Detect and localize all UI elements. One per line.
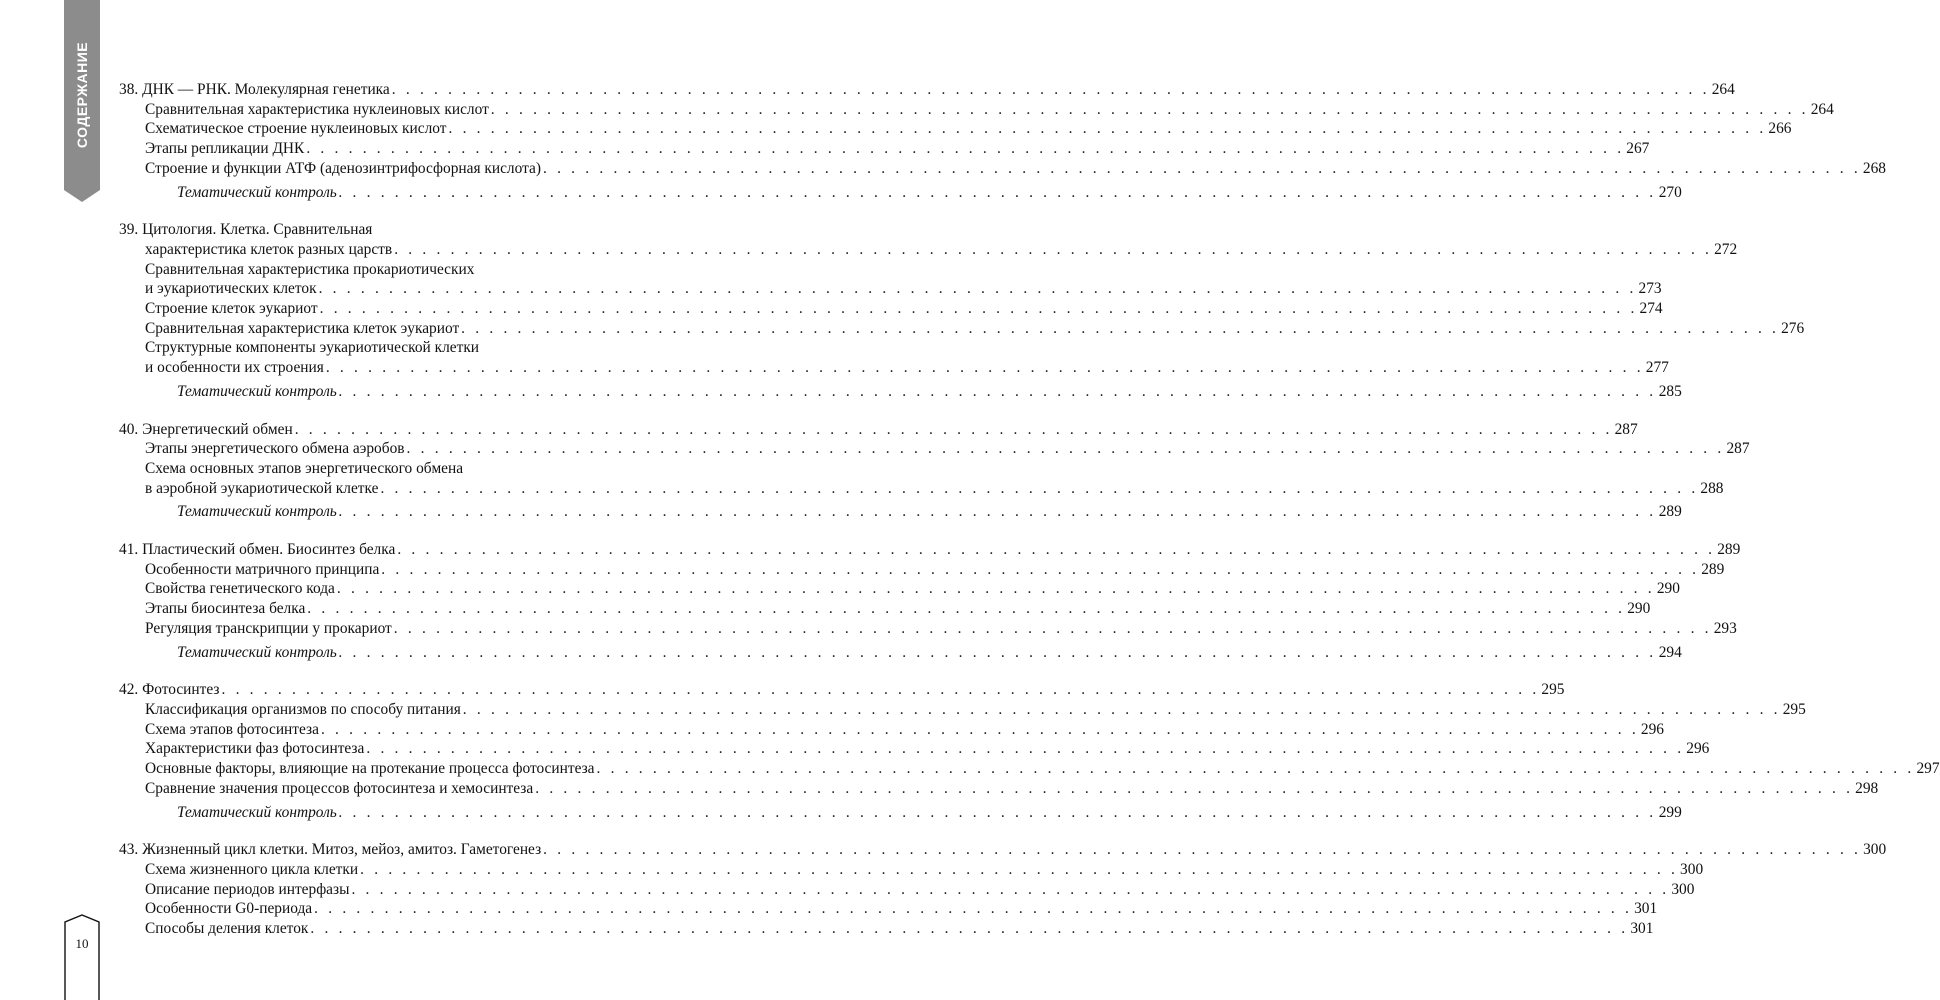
section-heading-page: 272 [1714, 240, 1738, 258]
section-heading-text: характеристика клеток разных царств [145, 240, 393, 258]
toc-control-page: 299 [1658, 803, 1682, 821]
dot-leader: . . . . . . . . . . . . . . . . . . . . . . . . . . . . . . . . . . . . . . . . . . . . . . . . . . . . . . . . . . . . . . . . . . . . . . . . . . . . . . . . . . . . . . . . . . . . . . [448, 120, 1767, 138]
section-heading-text: 38. ДНК — РНК. Молекулярная генетика [119, 81, 390, 98]
toc-control-text: Тематический контроль [177, 643, 337, 661]
toc-item[interactable] [119, 100, 1834, 120]
dot-leader: . . . . . . . . . . . . . . . . . . . . . . . . . . . . . . . . . . . . . . . . . . . . . . . . . . . . . . . . . . . . . . . . . . . . . . . . . . . . . . . . . . . . . . . . . . . . . . [397, 541, 1716, 559]
toc-item-page: 264 [1810, 100, 1834, 118]
dot-leader: . . . . . . . . . . . . . . . . . . . . . . . . . . . . . . . . . . . . . . . . . . . . . . . . . . . . . . . . . . . . . . . . . . . . . . . . . . . . . . . . . . . . . . . . . . . . . . [393, 619, 1712, 637]
toc-control-text: Тематический контроль [177, 803, 337, 821]
toc-item[interactable] [119, 479, 1724, 499]
toc-item-page: 287 [1726, 440, 1750, 458]
toc-control[interactable] [119, 183, 1682, 203]
toc-control-text: Тематический контроль [177, 183, 337, 201]
toc-section [119, 420, 1750, 523]
dot-leader: . . . . . . . . . . . . . . . . . . . . . . . . . . . . . . . . . . . . . . . . . . . . . . . . . . . . . . . . . . . . . . . . . . . . . . . . . . . . . . . . . . . . . . . . . . . . . . [542, 159, 1861, 177]
toc-item-page: 300 [1680, 860, 1704, 878]
toc-control-page: 270 [1658, 183, 1682, 201]
toc-item[interactable] [119, 560, 1725, 580]
toc-item-page: 298 [1855, 779, 1879, 797]
dot-leader: . . . . . . . . . . . . . . . . . . . . . . . . . . . . . . . . . . . . . . . . . . . . . . . . . . . . . . . . . . . . . . . . . . . . . . . . . . . . . . . . . . . . . . . . . . . . . . [314, 900, 1633, 918]
toc-item[interactable] [119, 759, 1940, 779]
toc-item-page: 288 [1700, 479, 1724, 497]
dot-leader: . . . . . . . . . . . . . . . . . . . . . . . . . . . . . . . . . . . . . . . . . . . . . . . . . . . . . . . . . . . . . . . . . . . . . . . . . . . . . . . . . . . . . . . . . . . . . . [543, 841, 1862, 859]
toc-item[interactable] [119, 919, 1654, 939]
dot-leader: . . . . . . . . . . . . . . . . . . . . . . . . . . . . . . . . . . . . . . . . . . . . . . . . . . . . . . . . . . . . . . . . . . . . . . . . . . . . . . . . . . . . . . . . . . . . . . [310, 920, 1629, 938]
section-heading-page: 295 [1541, 681, 1565, 699]
section-heading-text: 42. Фотосинтез [119, 681, 220, 699]
toc-control[interactable] [119, 803, 1682, 823]
toc-item[interactable] [119, 119, 1792, 139]
toc-section [119, 540, 1741, 662]
toc-item-page: 266 [1768, 120, 1792, 138]
section-heading-page: 264 [1711, 81, 1735, 98]
toc-item-page: 297 [1916, 760, 1940, 778]
toc-item[interactable] [119, 599, 1651, 619]
toc-item-line: Сравнительная характеристика прокариотических [145, 260, 475, 278]
toc-item-text: Характеристики фаз фотосинтеза [145, 740, 365, 758]
toc-item-text: в аэробной эукариотической клетке [145, 479, 379, 497]
toc-item[interactable] [119, 319, 1805, 339]
toc-item-text: Строение клеток эукариот [145, 300, 318, 318]
dot-leader: . . . . . . . . . . . . . . . . . . . . . . . . . . . . . . . . . . . . . . . . . . . . . . . . . . . . . . . . . . . . . . . . . . . . . . . . . . . . . . . . . . . . . . . . . . . . . . [394, 240, 1713, 258]
section-heading-text: 40. Энергетический обмен [119, 420, 293, 438]
toc-item-page: 277 [1645, 359, 1669, 377]
dot-leader: . . . . . . . . . . . . . . . . . . . . . . . . . . . . . . . . . . . . . . . . . . . . . . . . . . . . . . . . . . . . . . . . . . . . . . . . . . . . . . . . . . . . . . . . . . . . . . [366, 740, 1685, 758]
toc-item-page: 274 [1639, 300, 1663, 318]
toc-item-page: 273 [1638, 280, 1662, 298]
toc-item-page: 296 [1640, 720, 1664, 738]
dot-leader: . . . . . . . . . . . . . . . . . . . . . . . . . . . . . . . . . . . . . . . . . . . . . . . . . . . . . . . . . . . . . . . . . . . . . . . . . . . . . . . . . . . . . . . . . . . . . . [221, 681, 1540, 699]
toc-item-page: 276 [1781, 319, 1805, 337]
dot-leader: . . . . . . . . . . . . . . . . . . . . . . . . . . . . . . . . . . . . . . . . . . . . . . . . . . . . . . . . . . . . . . . . . . . . . . . . . . . . . . . . . . . . . . . . . . . . . . [338, 382, 1657, 400]
dot-leader: . . . . . . . . . . . . . . . . . . . . . . . . . . . . . . . . . . . . . . . . . . . . . . . . . . . . . . . . . . . . . . . . . . . . . . . . . . . . . . . . . . . . . . . . . . . . . . [306, 140, 1625, 158]
toc-item-page: 293 [1713, 619, 1737, 637]
toc-item-text: Основные факторы, влияющие на протекание процесса фотосинтеза [145, 760, 595, 778]
toc-item[interactable] [119, 619, 1737, 639]
toc-item-text: Особенности G0-периода [145, 900, 313, 918]
dot-leader: . . . . . . . . . . . . . . . . . . . . . . . . . . . . . . . . . . . . . . . . . . . . . . . . . . . . . . . . . . . . . . . . . . . . . . . . . . . . . . . . . . . . . . . . . . . . . . [307, 600, 1626, 618]
toc-item-text: Сравнение значения процессов фотосинтеза и хемосинтеза [145, 779, 534, 797]
toc-item[interactable] [119, 739, 1710, 759]
toc-item[interactable] [119, 579, 1680, 599]
dot-leader: . . . . . . . . . . . . . . . . . . . . . . . . . . . . . . . . . . . . . . . . . . . . . . . . . . . . . . . . . . . . . . . . . . . . . . . . . . . . . . . . . . . . . . . . . . . . . . [462, 700, 1781, 718]
toc-item-page: 268 [1862, 159, 1886, 177]
dot-leader: . . . . . . . . . . . . . . . . . . . . . . . . . . . . . . . . . . . . . . . . . . . . . . . . . . . . . . . . . . . . . . . . . . . . . . . . . . . . . . . . . . . . . . . . . . . . . . [461, 319, 1780, 337]
toc-item-page: 267 [1626, 140, 1650, 158]
section-heading[interactable] [119, 540, 1741, 560]
toc-item[interactable] [119, 880, 1695, 900]
toc-section [119, 840, 1887, 939]
dot-leader: . . . . . . . . . . . . . . . . . . . . . . . . . . . . . . . . . . . . . . . . . . . . . . . . . . . . . . . . . . . . . . . . . . . . . . . . . . . . . . . . . . . . . . . . . . . . . . [381, 560, 1700, 578]
toc-control-page: 294 [1658, 643, 1682, 661]
toc-item-text: Способы деления клеток [145, 920, 309, 938]
section-heading[interactable] [119, 240, 1738, 260]
dot-leader: . . . . . . . . . . . . . . . . . . . . . . . . . . . . . . . . . . . . . . . . . . . . . . . . . . . . . . . . . . . . . . . . . . . . . . . . . . . . . . . . . . . . . . . . . . . . . . [406, 440, 1725, 458]
toc-item-text: Регуляция транскрипции у прокариот [145, 619, 392, 637]
toc-item-text: и эукариотических клеток [145, 280, 317, 298]
toc-item-text: Строение и функции АТФ (аденозинтрифосфорная кислота) [145, 159, 541, 177]
toc-item-page: 289 [1701, 560, 1725, 578]
section-heading-page: 289 [1717, 541, 1741, 559]
dot-leader: . . . . . . . . . . . . . . . . . . . . . . . . . . . . . . . . . . . . . . . . . . . . . . . . . . . . . . . . . . . . . . . . . . . . . . . . . . . . . . . . . . . . . . . . . . . . . . [338, 803, 1657, 821]
toc-item-text: Особенности матричного принципа [145, 560, 380, 578]
dot-leader: . . . . . . . . . . . . . . . . . . . . . . . . . . . . . . . . . . . . . . . . . . . . . . . . . . . . . . . . . . . . . . . . . . . . . . . . . . . . . . . . . . . . . . . . . . . . . . [338, 503, 1657, 521]
dot-leader: . . . . . . . . . . . . . . . . . . . . . . . . . . . . . . . . . . . . . . . . . . . . . . . . . . . . . . . . . . . . . . . . . . . . . . . . . . . . . . . . . . . . . . . . . . . . . . [596, 760, 1915, 778]
dot-leader: . . . . . . . . . . . . . . . . . . . . . . . . . . . . . . . . . . . . . . . . . . . . . . . . . . . . . . . . . . . . . . . . . . . . . . . . . . . . . . . . . . . . . . . . . . . . . . [320, 720, 1639, 738]
toc-item-page: 295 [1782, 700, 1806, 718]
toc-item[interactable] [119, 358, 1669, 378]
toc-item-line: Структурные компоненты эукариотической клетки [145, 339, 480, 357]
toc-item-page: 290 [1656, 580, 1680, 598]
section-heading[interactable] [119, 680, 1565, 700]
dot-leader: . . . . . . . . . . . . . . . . . . . . . . . . . . . . . . . . . . . . . . . . . . . . . . . . . . . . . . . . . . . . . . . . . . . . . . . . . . . . . . . . . . . . . . . . . . . . . . [325, 359, 1644, 377]
toc-control-page: 289 [1658, 503, 1682, 521]
toc-item-line: Схема основных этапов энергетического обмена [145, 459, 464, 477]
dot-leader: . . . . . . . . . . . . . . . . . . . . . . . . . . . . . . . . . . . . . . . . . . . . . . . . . . . . . . . . . . . . . . . . . . . . . . . . . . . . . . . . . . . . . . . . . . . . . . [360, 860, 1679, 878]
toc-control-text: Тематический контроль [177, 503, 337, 521]
dot-leader: . . . . . . . . . . . . . . . . . . . . . . . . . . . . . . . . . . . . . . . . . . . . . . . . . . . . . . . . . . . . . . . . . . . . . . . . . . . . . . . . . . . . . . . . . . . . . . [294, 420, 1613, 438]
toc-item[interactable] [119, 139, 1650, 159]
toc-item-text: Схема жизненного цикла клетки [145, 860, 359, 878]
toc-item[interactable] [119, 899, 1658, 919]
toc-control-text: Тематический контроль [177, 382, 337, 400]
table-of-contents [119, 80, 1940, 939]
toc-item-text: Свойства генетического кода [145, 580, 335, 598]
toc-item-text: Сравнительная характеристика нуклеиновых кислот [145, 100, 489, 118]
section-heading-page: 287 [1614, 420, 1638, 438]
toc-control[interactable] [119, 502, 1682, 522]
page-number: 10 [75, 936, 89, 951]
dot-leader: . . . . . . . . . . . . . . . . . . . . . . . . . . . . . . . . . . . . . . . . . . . . . . . . . . . . . . . . . . . . . . . . . . . . . . . . . . . . . . . . . . . . . . . . . . . . . . [338, 183, 1657, 201]
toc-item[interactable] [119, 439, 1750, 459]
toc-section [119, 680, 1940, 822]
section-heading-line: 39. Цитология. Клетка. Сравнительная [119, 221, 373, 239]
section-heading-text: 43. Жизненный цикл клетки. Митоз, мейоз, амитоз. Гаметогенез [119, 841, 542, 859]
section-heading-text: 41. Пластический обмен. Биосинтез белка [119, 541, 396, 559]
toc-item[interactable] [119, 159, 1886, 179]
section-heading[interactable] [119, 840, 1887, 860]
toc-item-text: Схема этапов фотосинтеза [145, 720, 319, 738]
section-tab-label: СОДЕРЖАНИЕ [74, 41, 90, 149]
dot-leader: . . . . . . . . . . . . . . . . . . . . . . . . . . . . . . . . . . . . . . . . . . . . . . . . . . . . . . . . . . . . . . . . . . . . . . . . . . . . . . . . . . . . . . . . . . . . . . [336, 580, 1655, 598]
dot-leader: . . . . . . . . . . . . . . . . . . . . . . . . . . . . . . . . . . . . . . . . . . . . . . . . . . . . . . . . . . . . . . . . . . . . . . . . . . . . . . . . . . . . . . . . . . . . . . [391, 81, 1710, 98]
toc-section [119, 220, 1805, 401]
toc-section [119, 80, 1886, 202]
section-heading-page: 300 [1863, 841, 1887, 859]
dot-leader: . . . . . . . . . . . . . . . . . . . . . . . . . . . . . . . . . . . . . . . . . . . . . . . . . . . . . . . . . . . . . . . . . . . . . . . . . . . . . . . . . . . . . . . . . . . . . . [490, 100, 1809, 118]
toc-item-text: Схематическое строение нуклеиновых кислот [145, 120, 447, 138]
toc-item-page: 296 [1686, 740, 1710, 758]
toc-item[interactable] [119, 299, 1663, 319]
toc-control-page: 285 [1658, 382, 1682, 400]
toc-item-text: Описание периодов интерфазы [145, 880, 350, 898]
toc-control[interactable] [119, 643, 1682, 663]
toc-item-text: и особенности их строения [145, 359, 324, 377]
toc-item[interactable] [119, 779, 1879, 799]
section-heading[interactable] [119, 420, 1638, 440]
dot-leader: . . . . . . . . . . . . . . . . . . . . . . . . . . . . . . . . . . . . . . . . . . . . . . . . . . . . . . . . . . . . . . . . . . . . . . . . . . . . . . . . . . . . . . . . . . . . . . [380, 479, 1699, 497]
toc-control[interactable] [119, 382, 1682, 402]
dot-leader: . . . . . . . . . . . . . . . . . . . . . . . . . . . . . . . . . . . . . . . . . . . . . . . . . . . . . . . . . . . . . . . . . . . . . . . . . . . . . . . . . . . . . . . . . . . . . . [319, 300, 1638, 318]
section-tab-label-wrap [64, 0, 100, 190]
dot-leader: . . . . . . . . . . . . . . . . . . . . . . . . . . . . . . . . . . . . . . . . . . . . . . . . . . . . . . . . . . . . . . . . . . . . . . . . . . . . . . . . . . . . . . . . . . . . . . [535, 779, 1854, 797]
toc-item[interactable] [119, 860, 1704, 880]
toc-item-page: 290 [1627, 600, 1651, 618]
toc-item[interactable] [119, 279, 1662, 299]
toc-item[interactable] [119, 700, 1806, 720]
dot-leader: . . . . . . . . . . . . . . . . . . . . . . . . . . . . . . . . . . . . . . . . . . . . . . . . . . . . . . . . . . . . . . . . . . . . . . . . . . . . . . . . . . . . . . . . . . . . . . [318, 280, 1637, 298]
section-heading[interactable] [119, 80, 1735, 100]
toc-item-text: Сравнительная характеристика клеток эукариот [145, 319, 460, 337]
toc-item-text: Этапы репликации ДНК [145, 140, 305, 158]
toc-item-page: 301 [1634, 900, 1658, 918]
toc-item-text: Этапы биосинтеза белка [145, 600, 306, 618]
toc-item[interactable] [119, 720, 1664, 740]
dot-leader: . . . . . . . . . . . . . . . . . . . . . . . . . . . . . . . . . . . . . . . . . . . . . . . . . . . . . . . . . . . . . . . . . . . . . . . . . . . . . . . . . . . . . . . . . . . . . . [338, 643, 1657, 661]
toc-item-text: Этапы энергетического обмена аэробов [145, 440, 405, 458]
page-number-frame [64, 914, 100, 1000]
toc-item-page: 301 [1630, 920, 1654, 938]
page-number-box [64, 914, 100, 1000]
toc-item-text: Классификация организмов по способу питания [145, 700, 461, 718]
toc-item-page: 300 [1671, 880, 1695, 898]
dot-leader: . . . . . . . . . . . . . . . . . . . . . . . . . . . . . . . . . . . . . . . . . . . . . . . . . . . . . . . . . . . . . . . . . . . . . . . . . . . . . . . . . . . . . . . . . . . . . . [351, 880, 1670, 898]
